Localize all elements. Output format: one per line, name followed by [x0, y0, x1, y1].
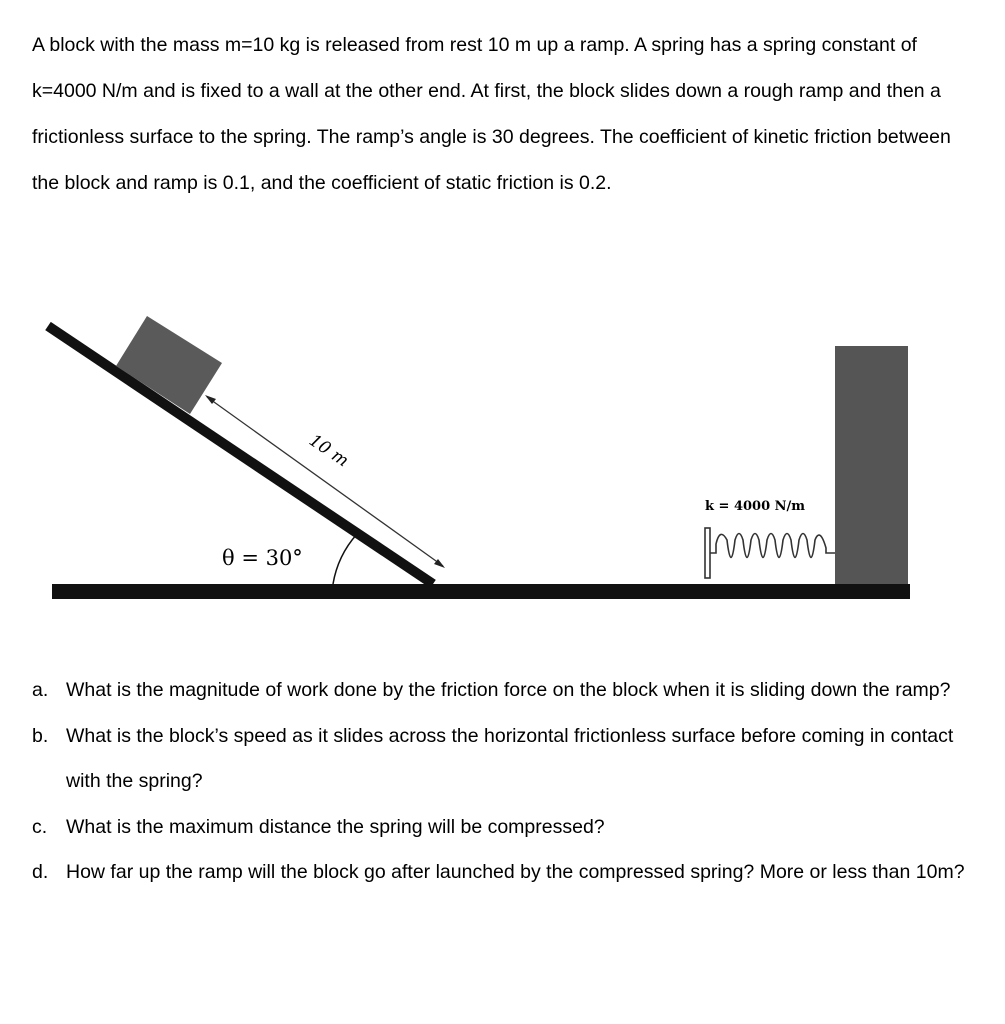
wall	[835, 346, 908, 584]
question-marker: c.	[32, 815, 48, 838]
question-text: How far up the ramp will the block go after launched by the compressed spring? More or less than 10m?	[66, 861, 965, 883]
distance-label: 10 m	[305, 430, 353, 472]
question-c	[32, 805, 972, 851]
question-marker: a.	[32, 679, 49, 701]
question-b	[32, 714, 972, 805]
question-marker: b.	[32, 724, 49, 747]
question-text: What is the block’s speed as it slides across the horizontal frictionless surface before coming in contact with the spring?	[66, 724, 954, 792]
question-d	[32, 850, 972, 896]
problem-statement: A block with the mass m=10 kg is released from rest 10 m up a ramp. A spring has a spring constant of k=4000 N/m and is fixed to a wall at the other end. At first, the block slides down a rough ramp and then a frictionless surface to the spring. The ramp’s angle is 30 degrees. The coefficient of kinetic friction between the block and ramp is 0.1, and the coefficient of static friction is 0.2.	[32, 34, 951, 194]
question-list	[32, 668, 972, 896]
question-text: What is the magnitude of work done by the friction force on the block when it is sliding down the ramp?	[66, 679, 951, 701]
ramp-spring-diagram	[0, 300, 1005, 620]
question-text: What is the maximum distance the spring will be compressed?	[66, 815, 605, 838]
angle-arc	[333, 534, 357, 584]
ground-surface	[52, 584, 910, 599]
spring-constant-label: k = 4000 N/m	[705, 499, 806, 514]
spring	[705, 528, 835, 578]
question-marker: d.	[32, 861, 49, 883]
distance-arrow	[207, 397, 443, 566]
block	[116, 316, 222, 414]
angle-label: θ = 30°	[222, 546, 303, 570]
question-a	[32, 668, 972, 714]
